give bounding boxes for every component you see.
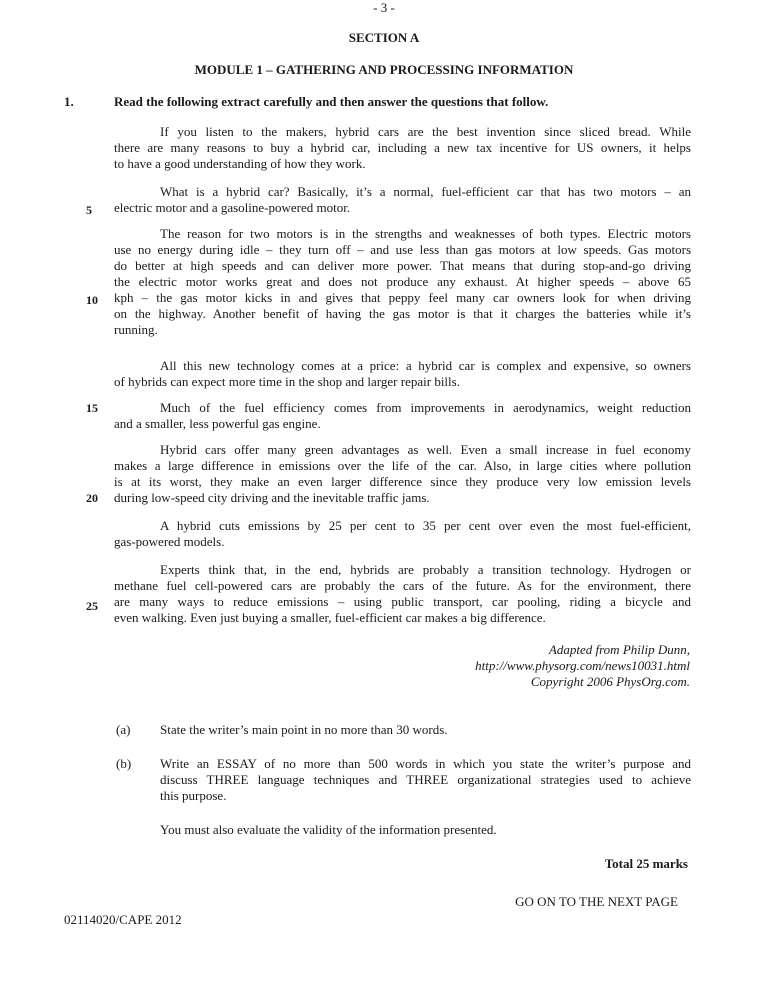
passage-paragraph-1 xyxy=(114,124,691,172)
passage-line: use no energy during idle – they turn off – and use less than gas motors at low speeds. Gas motors xyxy=(114,242,691,257)
passage-line: Experts think that, in the end, hybrids are probably a transition technology. Hydrogen or xyxy=(160,562,691,577)
part-b-extra: You must also evaluate the validity of the information presented. xyxy=(160,822,497,837)
part-b-label: (b) xyxy=(116,756,132,771)
passage-line: All this new technology comes at a price: a hybrid car is complex and expensive, so owners xyxy=(160,358,691,373)
total-marks: Total 25 marks xyxy=(604,856,688,871)
passage-line: What is a hybrid car? Basically, it’s a normal, fuel-efficient car that has two motors – an xyxy=(160,184,691,199)
section-title: SECTION A xyxy=(348,30,420,45)
passage-line: and a smaller, less powerful gas engine. xyxy=(114,416,321,431)
passage-paragraph-5 xyxy=(114,400,691,432)
passage-line: gas-powered models. xyxy=(114,534,225,549)
passage-paragraph-4 xyxy=(114,358,691,390)
next-page-note: GO ON TO THE NEXT PAGE xyxy=(515,894,678,909)
passage-line: do better at high speeds and can deliver more power. That means that during stop-and-go driving xyxy=(114,258,691,273)
passage-line: kph – the gas motor kicks in and gives that peppy feel many car owners look for when driving xyxy=(114,290,691,305)
source-url: http://www.physorg.com/news10031.html xyxy=(475,658,690,673)
passage-line: Much of the fuel efficiency comes from improvements in aerodynamics, weight reduction xyxy=(160,400,691,415)
line-number-25: 25 xyxy=(86,599,98,613)
passage-line: If you listen to the makers, hybrid cars are the best invention since sliced bread. While xyxy=(160,124,691,139)
module-title: MODULE 1 – GATHERING AND PROCESSING INFORMATION xyxy=(194,62,574,77)
passage-paragraph-7 xyxy=(114,518,691,550)
passage-line: The reason for two motors is in the strengths and weaknesses of both types. Electric motors xyxy=(160,226,691,241)
passage-line: to have a good understanding of how they work. xyxy=(114,156,366,171)
passage-paragraph-3 xyxy=(114,226,691,338)
passage-line: during low-speed city driving and the inevitable traffic jams. xyxy=(114,490,430,505)
passage-paragraph-6 xyxy=(114,442,691,506)
source-citation xyxy=(475,642,690,690)
source-copyright: Copyright 2006 PhysOrg.com. xyxy=(530,674,690,689)
passage-line: are many ways to reduce emissions – using public transport, car pooling, riding a bicycle and xyxy=(114,594,691,609)
source-author: Adapted from Philip Dunn, xyxy=(548,642,690,657)
part-b-text xyxy=(160,756,691,804)
passage-line: makes a large difference in emissions over the life of the car. Also, in large cities where pollution xyxy=(114,458,691,473)
passage-line: A hybrid cuts emissions by 25 per cent to 35 per cent over even the most fuel-efficient, xyxy=(160,518,691,533)
passage-line: methane fuel cell-powered cars are probably the cars of the future. As for the environment, there xyxy=(114,578,691,593)
passage-line: of hybrids can expect more time in the shop and larger repair bills. xyxy=(114,374,460,389)
part-a-text: State the writer’s main point in no more than 30 words. xyxy=(160,722,448,737)
passage-paragraph-2 xyxy=(114,184,691,216)
page-number: - 3 - xyxy=(373,0,395,15)
passage-line: even walking. Even just buying a smaller, fuel-efficient car makes a big difference. xyxy=(114,610,546,625)
part-b-line: Write an ESSAY of no more than 500 words in which you state the writer’s purpose and xyxy=(160,756,691,771)
question-number: 1. xyxy=(64,94,74,109)
line-number-5: 5 xyxy=(86,203,92,217)
line-number-15: 15 xyxy=(86,401,98,415)
part-a-label: (a) xyxy=(116,722,131,737)
passage-line: there are many reasons to buy a hybrid car, including a new tax incentive for US owners, it helps xyxy=(114,140,691,155)
passage-line: electric motor and a gasoline-powered motor. xyxy=(114,200,351,215)
paper-code: 02114020/CAPE 2012 xyxy=(64,912,182,927)
part-b-line: discuss THREE language techniques and THREE organizational strategies used to achieve xyxy=(160,772,691,787)
part-b-line: this purpose. xyxy=(160,788,227,803)
passage-line: running. xyxy=(114,322,158,337)
passage-line: on the highway. Another benefit of having the gas motor is that it charges the batteries while it’s xyxy=(114,306,691,321)
passage-paragraph-8 xyxy=(114,562,691,626)
passage-line: the electric motor works great and does not produce any exhaust. At higher speeds – above 65 xyxy=(114,274,691,289)
line-number-20: 20 xyxy=(86,491,98,505)
passage-line: Hybrid cars offer many green advantages as well. Even a small increase in fuel economy xyxy=(160,442,691,457)
passage-line: is at its worst, they make an even larger difference since they produce very low emission levels xyxy=(114,474,691,489)
question-instruction: Read the following extract carefully and then answer the questions that follow. xyxy=(114,94,549,109)
line-number-10: 10 xyxy=(86,293,98,307)
